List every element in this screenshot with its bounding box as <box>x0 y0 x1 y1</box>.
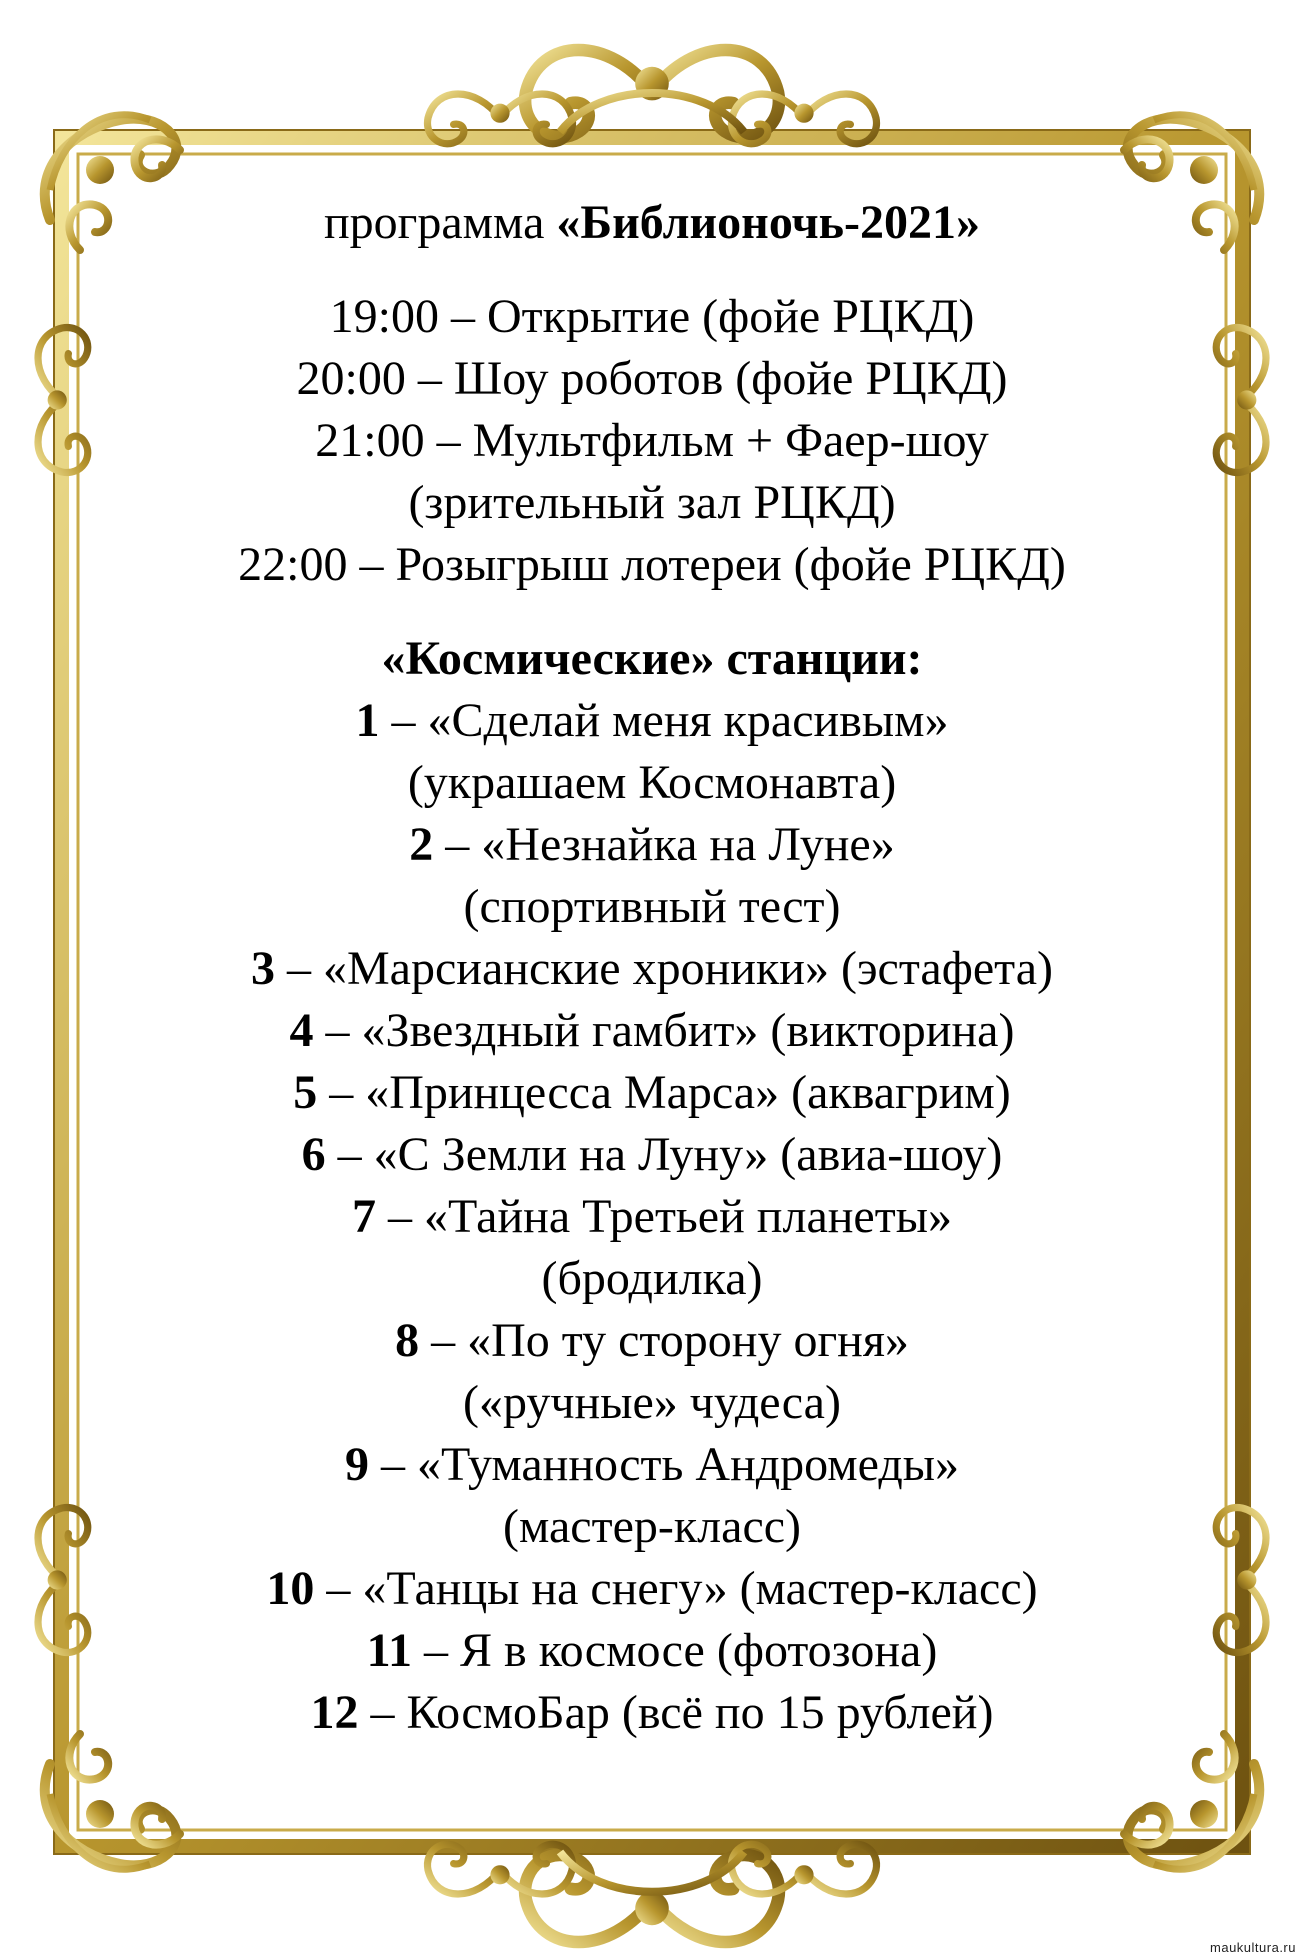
schedule-item: (зрительный зал РЦКД) <box>408 476 896 529</box>
schedule-item: 19:00 – Открытие (фойе РЦКД) <box>329 290 975 343</box>
station-item: 9 – «Туманность Андромеды» <box>345 1438 959 1491</box>
schedule-item: 22:00 – Розыгрыш лотереи (фойе РЦКД) <box>238 538 1066 591</box>
station-item: 7 – «Тайна Третьей планеты» <box>352 1190 952 1243</box>
station-item: 6 – «С Земли на Луну» (авиа-шоу) <box>301 1128 1003 1181</box>
station-item: (бродилка) <box>541 1252 763 1305</box>
station-item: 1 – «Сделай меня красивым» <box>355 694 949 747</box>
station-item: 10 – «Танцы на снегу» (мастер-класс) <box>266 1562 1038 1615</box>
page-title: программа «Библионочь-2021» <box>323 196 981 249</box>
schedule-item: 21:00 – Мультфильм + Фаер-шоу <box>315 414 989 467</box>
program-text <box>150 192 1154 1744</box>
station-item: («ручные» чудеса) <box>463 1376 841 1429</box>
schedule-list <box>150 286 1154 596</box>
schedule-item: 20:00 – Шоу роботов (фойе РЦКД) <box>296 352 1008 405</box>
station-item: 12 – КосмоБар (всё по 15 рублей) <box>310 1686 994 1739</box>
station-item: 3 – «Марсианские хроники» (эстафета) <box>251 942 1053 995</box>
station-item: 4 – «Звездный гамбит» (викторина) <box>289 1004 1015 1057</box>
station-item: 8 – «По ту сторону огня» <box>395 1314 909 1367</box>
site-watermark: maukultura.ru <box>1210 1940 1296 1955</box>
station-item: 2 – «Незнайка на Луне» <box>409 818 895 871</box>
station-item: 5 – «Принцесса Марса» (аквагрим) <box>293 1066 1011 1119</box>
station-item: (украшаем Космонавта) <box>407 756 897 809</box>
stations-list <box>150 690 1154 1744</box>
station-item: 11 – Я в космосе (фотозона) <box>366 1624 938 1677</box>
station-item: (мастер-класс) <box>502 1500 802 1553</box>
station-item: (спортивный тест) <box>463 880 841 933</box>
stations-heading: «Космические» станции: <box>381 632 923 685</box>
